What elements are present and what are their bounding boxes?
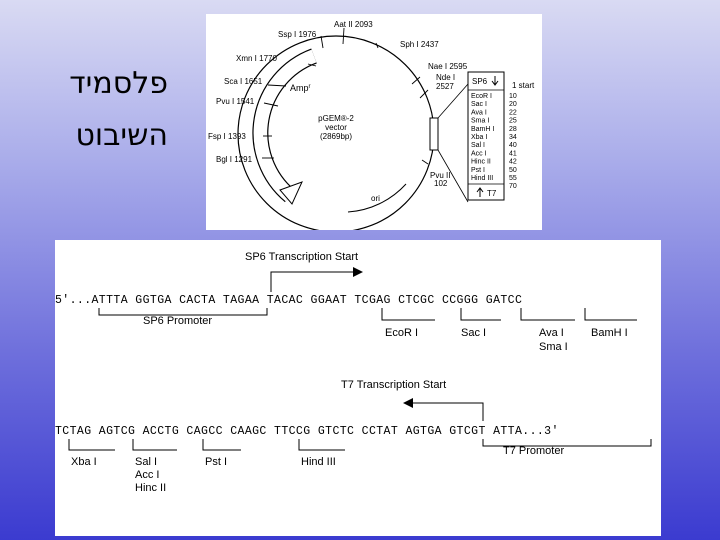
mcs-position-list [509,93,517,190]
vector-size: (2869bp) [319,132,353,141]
hindiii-label: Hind III [301,456,336,468]
site-scai: Sca I 1651 [224,77,263,86]
site-ndei-pos: 2527 [436,82,454,91]
sali-label: Sal I [135,456,158,468]
mcs-site-position: 70 [509,183,517,191]
t7-label: T7 [487,189,497,198]
mcs-region [430,118,438,150]
avai-label: Ava I [539,327,564,339]
site-aatii: Aat II 2093 [334,20,373,29]
sp6-label: SP6 [472,77,488,86]
site-pvuii-name: Pvu II [430,171,451,180]
sequence-line-2: TCTAG AGTCG ACCTG CAGCC CAAGC TTCCG GTCTC CCTAT AGTGA GTCGT ATTA...3' [55,425,559,438]
site-brackets-line-2 [69,439,345,450]
mcs-site-position: 50 [509,166,517,174]
mcs-site-name: Sal I [471,142,486,150]
sequence-panel [55,240,661,536]
ampr-label: Amp$^r$ [290,83,311,93]
sp6-arrowhead-icon [353,267,363,277]
mcs-site-name: Acc I [471,150,487,158]
ori-label: ori [371,194,380,203]
mcs-site-name: Sma I [471,117,490,125]
site-pvuii-pos: 102 [434,179,448,188]
site-brackets-line-1 [382,308,637,320]
mcs-site-position: 40 [509,142,517,150]
xbai-label: Xba I [71,456,97,468]
mcs-site-name: BamH I [471,125,495,133]
ecori-label: EcoR I [385,327,419,339]
mcs-site-position: 22 [509,109,517,117]
site-bgli: Bgl I 1291 [216,155,253,164]
acci-label: Acc I [135,469,160,481]
slide-title [18,58,168,162]
start-label: 1 start [512,81,535,90]
mcs-site-position: 55 [509,175,517,182]
title-line-1: פלסמיד [69,66,168,101]
site-naei: Nae I 2595 [428,62,468,71]
sp6-start-arrow [271,272,355,292]
t7-start-arrow [411,403,483,421]
t7-promoter-label: T7 Promoter [503,445,565,457]
mcs-site-name: EcoR I [471,93,493,100]
mcs-site-name: Xba I [471,134,488,141]
mcs-site-name: Sac I [471,101,487,109]
sp6-start-label: SP6 Transcription Start [245,251,359,263]
plasmid-map [206,14,542,230]
site-pvui: Pvu I 1541 [216,97,255,106]
mcs-site-position: 28 [509,125,517,133]
sequence-line-1: 5'...ATTTA GGTGA CACTA TAGAA TACAC GGAAT TCGAG CTCGC CCGGG GATCC [55,294,523,307]
mcs-site-position: 10 [509,93,517,100]
site-sspi: Ssp I 1976 [278,30,317,39]
t7-start-label: T7 Transcription Start [341,379,447,391]
mcs-site-position: 25 [509,117,517,125]
psti-label: Pst I [205,456,228,468]
hincii-label: Hinc II [135,482,167,494]
site-sphi: Sph I 2437 [400,40,439,49]
sequence-diagram [55,240,661,536]
mcs-site-name: Hinc II [471,158,491,166]
saci-label: Sac I [461,327,487,339]
mcs-site-position: 34 [509,134,517,141]
site-xmni: Xmn I 1770 [236,54,277,63]
bamhi-label: BamH I [591,327,628,339]
mcs-site-position: 41 [509,150,517,158]
site-fspi: Fsp I 1393 [208,132,246,141]
mcs-site-position: 42 [509,158,517,166]
sp6-promoter-bracket [99,308,267,315]
mcs-site-name: Ava I [471,109,487,117]
vector-type: vector [325,123,347,132]
vector-name: pGEM®-2 [318,114,354,123]
smai-label: Sma I [539,341,568,353]
t7-arrowhead-icon [403,398,413,408]
mcs-site-name: Hind III [471,175,494,182]
mcs-site-name: Pst I [471,166,486,174]
site-ndei-name: Nde I [436,73,456,82]
title-line-2: השיבוט [75,118,168,153]
mcs-site-position: 20 [509,101,517,109]
plasmid-map-panel [206,14,542,230]
sp6-promoter-label: SP6 Promoter [143,315,213,327]
